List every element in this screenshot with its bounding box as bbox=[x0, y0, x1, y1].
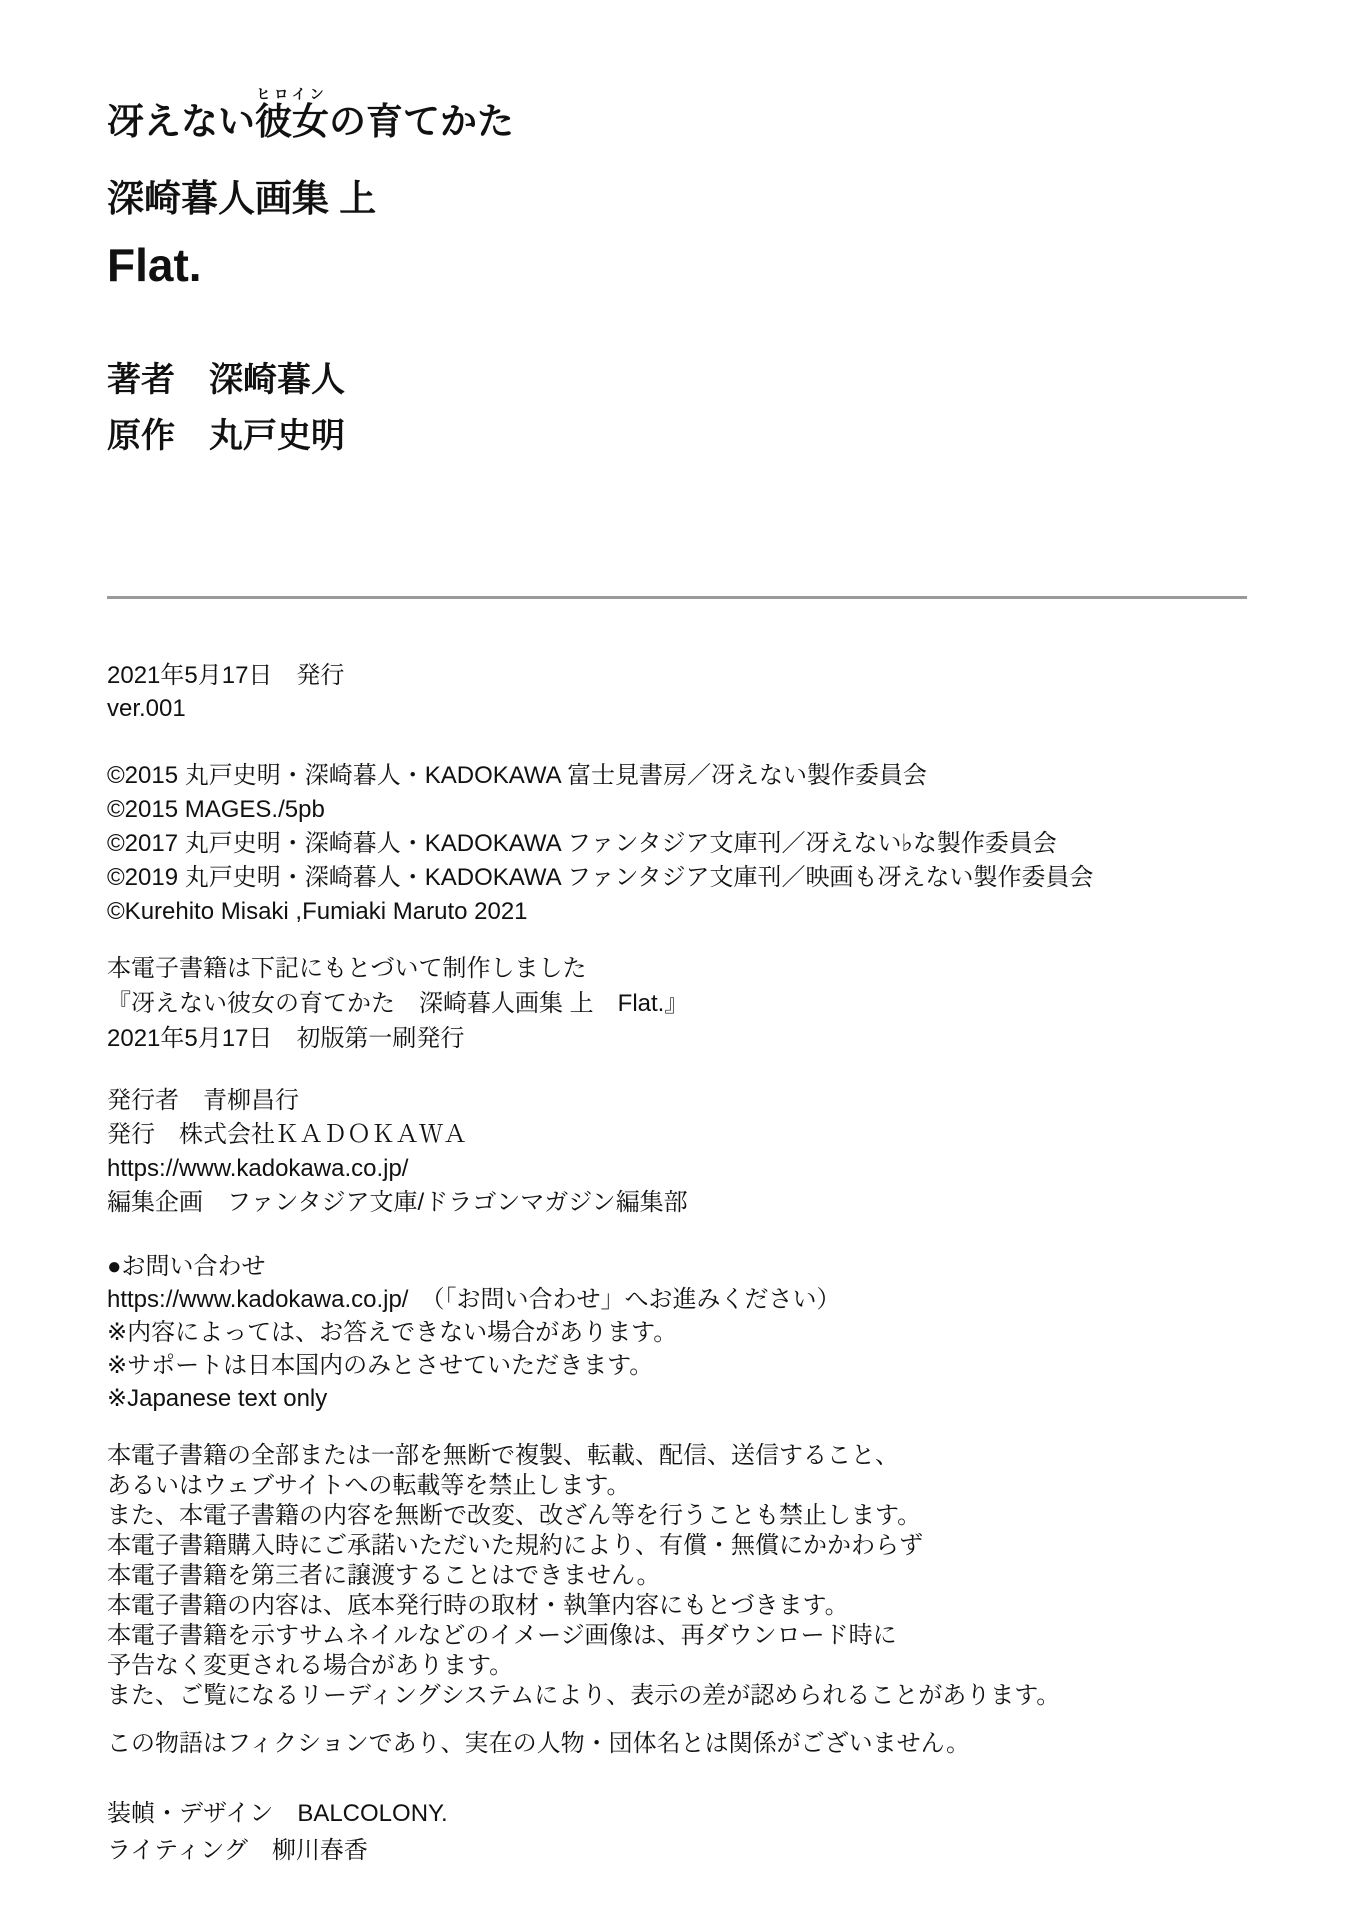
legal-line: 本電子書籍の内容は、底本発行時の取材・執筆内容にもとづきます。 bbox=[107, 1591, 849, 1619]
divider-rule bbox=[107, 596, 1247, 599]
source-print-date: 2021年5月17日 初版第一刷発行 bbox=[107, 1024, 465, 1052]
fiction-disclaimer-line: この物語はフィクションであり、実在の人物・団体名とは関係がございません。 bbox=[107, 1729, 971, 1757]
legal-line: あるいはウェブサイトへの転載等を禁止します。 bbox=[107, 1471, 631, 1499]
contact-note-line: ※サポートは日本国内のみとさせていただきます。 bbox=[107, 1351, 654, 1379]
book-title bbox=[107, 86, 1247, 144]
title-prefix: 冴えない bbox=[107, 101, 255, 142]
book-subtitle: 深崎暮人画集 上 bbox=[107, 177, 377, 219]
legal-line: また、本電子書籍の内容を無断で改変、改ざん等を行うことも禁止します。 bbox=[107, 1501, 922, 1529]
publisher-url: https://www.kadokawa.co.jp/ bbox=[107, 1154, 409, 1182]
book-logo-text: Flat. bbox=[107, 238, 202, 291]
contact-note-line: ※Japanese text only bbox=[107, 1384, 328, 1412]
author-line: 著者 深崎暮人 bbox=[107, 360, 345, 399]
design-credits-block bbox=[107, 1795, 1247, 1869]
copyright-line: ©2017 丸戸史明・深崎暮人・KADOKAWA ファンタジア文庫刊／冴えない♭な製作委員会 bbox=[107, 829, 1057, 857]
design-credit-line: 装幀・デザイン BALCOLONY. bbox=[107, 1799, 448, 1827]
contact-url-line: https://www.kadokawa.co.jp/ （「お問い合わせ」へお進みください） bbox=[107, 1285, 841, 1313]
version-number: ver.001 bbox=[107, 694, 186, 722]
publisher-person: 発行者 青柳昌行 bbox=[107, 1086, 299, 1114]
source-note-line: 本電子書籍は下記にもとづいて制作しました bbox=[107, 954, 587, 982]
issue-info bbox=[107, 659, 1247, 725]
legal-line: 本電子書籍の全部または一部を無断で複製、転載、配信、送信すること、 bbox=[107, 1441, 899, 1469]
copyright-line: ©2015 MAGES./5pb bbox=[107, 795, 325, 823]
copyright-line: ©Kurehito Misaki ,Fumiaki Maruto 2021 bbox=[107, 897, 528, 925]
contact-note-line: ※内容によっては、お答えできない場合があります。 bbox=[107, 1318, 678, 1346]
issue-date: 2021年5月17日 発行 bbox=[107, 661, 345, 689]
fiction-disclaimer bbox=[107, 1729, 1247, 1759]
source-edition-block bbox=[107, 951, 1247, 1056]
title-furigana: ヒロイン bbox=[255, 86, 329, 102]
original-author-line: 原作 丸戸史明 bbox=[107, 416, 345, 455]
contact-block bbox=[107, 1250, 1247, 1415]
copyright-line: ©2015 丸戸史明・深崎暮人・KADOKAWA 富士見書房／冴えない製作委員会 bbox=[107, 761, 927, 789]
copyright-line: ©2019 丸戸史明・深崎暮人・KADOKAWA ファンタジア文庫刊／映画も冴えない製作委員会 bbox=[107, 863, 1094, 891]
writing-credit-line: ライティング 柳川春香 bbox=[107, 1836, 368, 1864]
legal-line: また、ご覧になるリーディングシステムにより、表示の差が認められることがあります。 bbox=[107, 1681, 1061, 1709]
publisher-company: 発行 株式会社ＫＡＤＯＫＡＷＡ bbox=[107, 1120, 467, 1148]
title-suffix: の育てかた bbox=[329, 101, 514, 142]
legal-notice-block bbox=[107, 1441, 1247, 1711]
title-ruby bbox=[255, 86, 329, 142]
legal-line: 本電子書籍を第三者に譲渡することはできません。 bbox=[107, 1561, 661, 1589]
source-book-title: 『冴えない彼女の育てかた 深崎暮人画集 上 Flat.』 bbox=[107, 989, 689, 1017]
legal-line: 本電子書籍購入時にご承諾いただいた規約により、有償・無償にかかわらず bbox=[107, 1531, 923, 1559]
publisher-block bbox=[107, 1084, 1247, 1220]
editorial-planning: 編集企画 ファンタジア文庫/ドラゴンマガジン編集部 bbox=[107, 1188, 688, 1216]
contact-heading: ●お問い合わせ bbox=[107, 1252, 266, 1280]
legal-line: 予告なく変更される場合があります。 bbox=[107, 1651, 514, 1679]
author-credits bbox=[107, 352, 1247, 464]
copyright-block bbox=[107, 759, 1247, 929]
legal-line: 本電子書籍を示すサムネイルなどのイメージ画像は、再ダウンロード時に bbox=[107, 1621, 897, 1649]
title-ruby-base: 彼女 bbox=[255, 101, 329, 142]
